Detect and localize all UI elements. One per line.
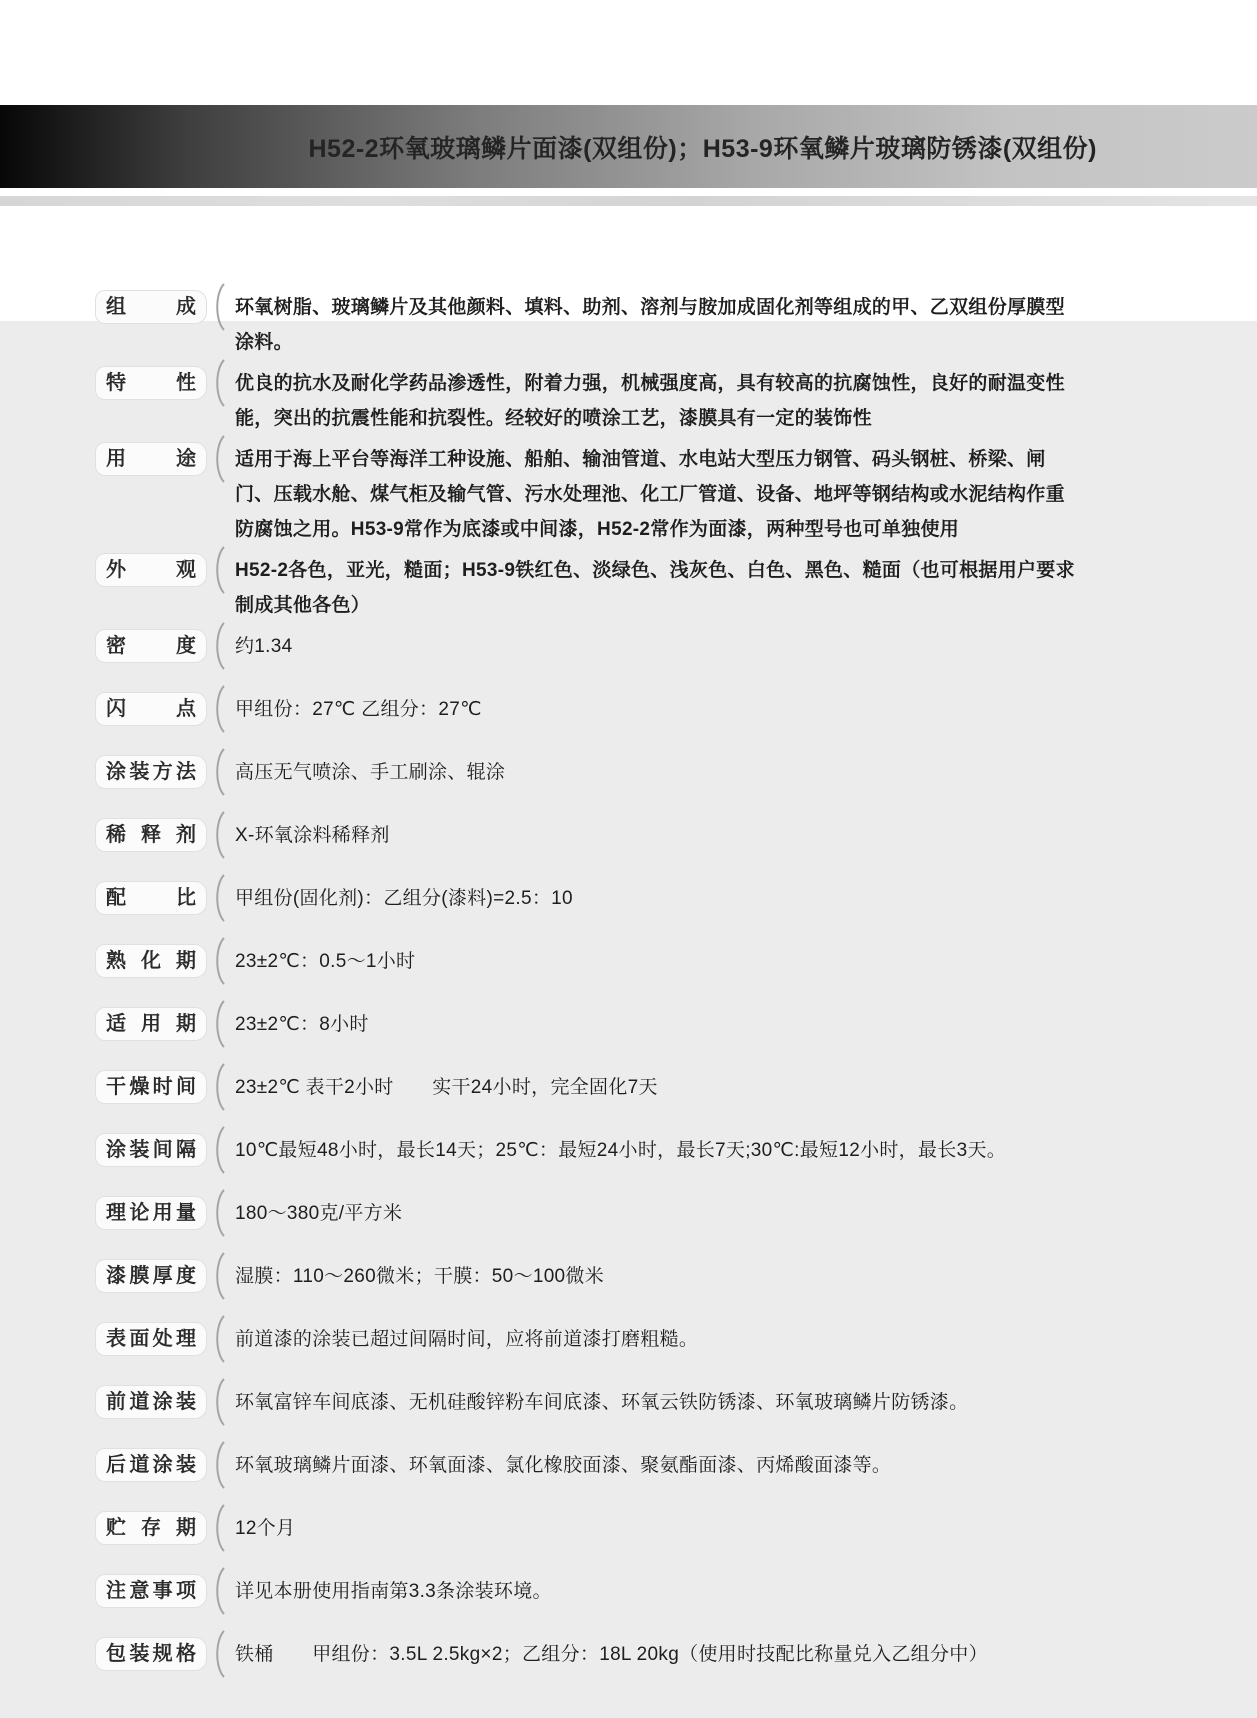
spec-content: 180～380克/平方米 [235, 1203, 403, 1224]
spec-content: 约1.34 [235, 636, 293, 657]
spec-content: 23±2℃ 表干2小时 实干24小时，完全固化7天 [235, 1077, 658, 1098]
spec-row [95, 366, 1083, 436]
left-parenthesis-icon [211, 546, 227, 594]
spec-label: 外 观 [106, 559, 196, 581]
spec-label-pill [95, 1448, 207, 1482]
left-parenthesis-icon [211, 937, 227, 985]
spec-label-pill [95, 553, 207, 587]
spec-row [95, 755, 1083, 796]
spec-content: 12个月 [235, 1518, 296, 1539]
spec-content: 环氧富锌车间底漆、无机硅酸锌粉车间底漆、环氧云铁防锈漆、环氧玻璃鳞片防锈漆。 [235, 1392, 969, 1413]
spec-label: 适 用 期 [106, 1013, 196, 1035]
spec-label: 涂装方法 [106, 761, 196, 783]
spec-row [95, 1322, 1083, 1363]
spec-content: 甲组份(固化剂)：乙组分(漆料)=2.5：10 [235, 888, 573, 909]
spec-content: 前道漆的涂装已超过间隔时间，应将前道漆打磨粗糙。 [235, 1329, 699, 1350]
left-parenthesis-icon [211, 1063, 227, 1111]
spec-label: 组 成 [106, 296, 196, 318]
spec-label-pill [95, 1637, 207, 1671]
spec-row [95, 1070, 1083, 1111]
spec-row [95, 1196, 1083, 1237]
left-parenthesis-icon [211, 748, 227, 796]
left-parenthesis-icon [211, 1504, 227, 1552]
spec-row [95, 1259, 1083, 1300]
spec-label: 理论用量 [106, 1202, 196, 1224]
spec-label: 熟 化 期 [106, 950, 196, 972]
spec-content: 23±2℃：8小时 [235, 1014, 369, 1035]
spec-row [95, 1007, 1083, 1048]
spec-label: 注意事项 [106, 1580, 196, 1602]
left-parenthesis-icon [211, 1315, 227, 1363]
left-parenthesis-icon [211, 685, 227, 733]
spec-row [95, 1448, 1083, 1489]
spec-label: 涂装间隔 [106, 1139, 196, 1161]
spec-content: 23±2℃：0.5～1小时 [235, 951, 416, 972]
spec-label-pill [95, 818, 207, 852]
spec-label: 闪 点 [106, 698, 196, 720]
spec-label-pill [95, 1385, 207, 1419]
spec-label-pill [95, 290, 207, 324]
spec-content: 高压无气喷涂、手工刷涂、辊涂 [235, 762, 506, 783]
spec-label: 用 途 [106, 448, 196, 470]
spec-label: 稀 释 剂 [106, 824, 196, 846]
spec-label-pill [95, 944, 207, 978]
spec-label: 特 性 [106, 372, 196, 394]
spec-content: 铁桶 甲组份：3.5L 2.5kg×2；乙组分：18L 20kg（使用时技配比称量兑入乙组分中） [235, 1644, 988, 1665]
spec-label: 漆膜厚度 [106, 1265, 196, 1287]
spec-content: 甲组份：27℃ 乙组分：27℃ [235, 699, 482, 720]
spec-label: 前道涂装 [106, 1391, 196, 1413]
spec-row [95, 629, 1083, 670]
spec-row [95, 1574, 1083, 1615]
spec-row [95, 442, 1083, 547]
spec-label-pill [95, 629, 207, 663]
divider-bar [0, 196, 1257, 206]
left-parenthesis-icon [211, 811, 227, 859]
spec-label-pill [95, 1511, 207, 1545]
spec-row [95, 881, 1083, 922]
left-parenthesis-icon [211, 1378, 227, 1426]
left-parenthesis-icon [211, 359, 227, 407]
spec-label-pill [95, 1007, 207, 1041]
spec-label: 表面处理 [106, 1328, 196, 1350]
spec-content: H52-2各色，亚光，糙面；H53-9铁红色、淡绿色、浅灰色、白色、黑色、糙面（也可根据用户要求制成其他各色） [235, 560, 1075, 616]
spec-label: 后道涂装 [106, 1454, 196, 1476]
spec-label-pill [95, 366, 207, 400]
spec-label-pill [95, 881, 207, 915]
spec-label: 包装规格 [106, 1643, 196, 1665]
left-parenthesis-icon [211, 435, 227, 483]
spec-content: 10℃最短48小时，最长14天；25℃：最短24小时，最长7天;30℃:最短12小时，最长3天。 [235, 1140, 1007, 1161]
spec-row [95, 553, 1083, 623]
header-band [0, 105, 1257, 188]
spec-content: 环氧玻璃鳞片面漆、环氧面漆、氯化橡胶面漆、聚氨酯面漆、丙烯酸面漆等。 [235, 1455, 892, 1476]
spec-label-pill [95, 1259, 207, 1293]
left-parenthesis-icon [211, 622, 227, 670]
spec-content: 湿膜：110～260微米；干膜：50～100微米 [235, 1266, 605, 1287]
left-parenthesis-icon [211, 1567, 227, 1615]
spec-label-pill [95, 1196, 207, 1230]
spec-label: 配 比 [106, 887, 196, 909]
left-parenthesis-icon [211, 1630, 227, 1678]
spec-content: 详见本册使用指南第3.3条涂装环境。 [235, 1581, 552, 1602]
spec-label: 干燥时间 [106, 1076, 196, 1098]
spec-label: 贮 存 期 [106, 1517, 196, 1539]
left-parenthesis-icon [211, 1189, 227, 1237]
left-parenthesis-icon [211, 1000, 227, 1048]
left-parenthesis-icon [211, 1441, 227, 1489]
spec-row [95, 1133, 1083, 1174]
left-parenthesis-icon [211, 1252, 227, 1300]
spec-label-pill [95, 1133, 207, 1167]
spec-label: 密 度 [106, 635, 196, 657]
spec-content: 环氧树脂、玻璃鳞片及其他颜料、填料、助剂、溶剂与胺加成固化剂等组成的甲、乙双组份厚膜型涂料。 [235, 297, 1065, 353]
spec-label-pill [95, 755, 207, 789]
page-title: H52-2环氧玻璃鳞片面漆(双组份)；H53-9环氧鳞片玻璃防锈漆(双组份) [308, 134, 1097, 163]
spec-content: X-环氧涂料稀释剂 [235, 825, 390, 846]
spec-label-pill [95, 692, 207, 726]
spec-label-pill [95, 1322, 207, 1356]
spec-row [95, 290, 1083, 360]
spec-row [95, 692, 1083, 733]
left-parenthesis-icon [211, 1126, 227, 1174]
left-parenthesis-icon [211, 874, 227, 922]
spec-label-pill [95, 1070, 207, 1104]
spec-row [95, 1511, 1083, 1552]
spec-table [95, 290, 1083, 1700]
spec-row [95, 944, 1083, 985]
spec-label-pill [95, 1574, 207, 1608]
spec-row [95, 818, 1083, 859]
spec-label-pill [95, 442, 207, 476]
spec-row [95, 1385, 1083, 1426]
spec-content: 适用于海上平台等海洋工种设施、船舶、输油管道、水电站大型压力钢管、码头钢桩、桥梁、闸门、压载水舱、煤气柜及输气管、污水处理池、化工厂管道、设备、地坪等钢结构或水泥结构作重防腐蚀之用。H53-9常作为底漆或中间漆，H52-2常作为面漆，两种型号也可单独使用 [235, 449, 1065, 540]
spec-row [95, 1637, 1083, 1678]
left-parenthesis-icon [211, 283, 227, 331]
spec-content: 优良的抗水及耐化学药品渗透性，附着力强，机械强度高，具有较高的抗腐蚀性，良好的耐温变性能，突出的抗震性能和抗裂性。经较好的喷涂工艺，漆膜具有一定的装饰性 [235, 373, 1065, 429]
